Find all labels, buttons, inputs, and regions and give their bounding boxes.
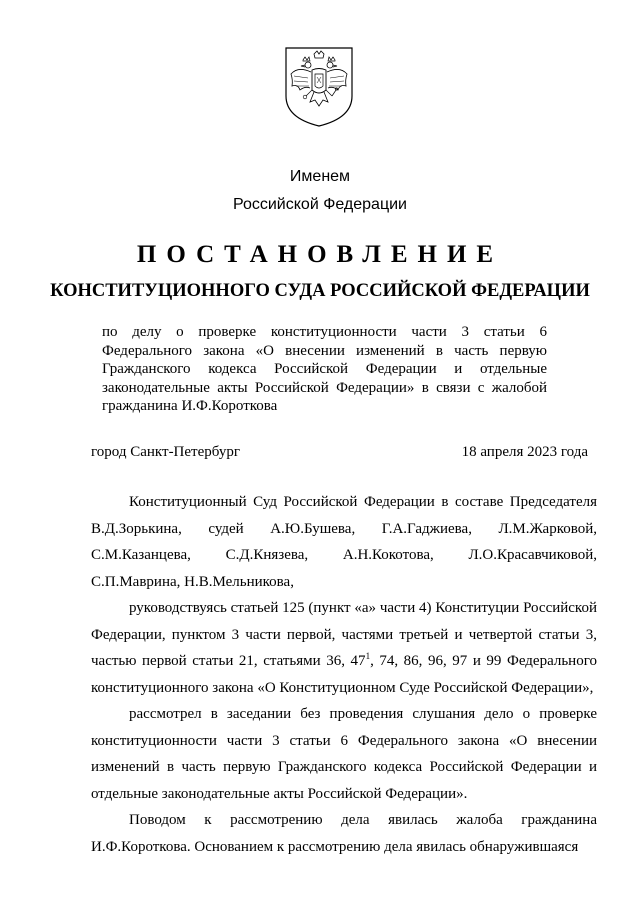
document-title: ПОСТАНОВЛЕНИЕ — [136, 241, 504, 268]
body-paragraph-composition: Конституционный Суд Российской Федерации в составе Председателя В.Д.Зорькина, судей А.Ю.Бушева, Г.А.Гаджиева, Л.М.Жарковой, С.М.Казанцева, С.Д.Князева, А.Н.Кокотова, Л.О.Красавчиковой, С.П.Маврина, Н.В.Мельникова, — [91, 494, 597, 590]
document-subtitle: КОНСТИТУЦИОННОГО СУДА РОССИЙСКОЙ ФЕДЕРАЦИИ — [50, 281, 590, 301]
body-paragraph-consideration: рассмотрел в заседании без проведения слушания дело о проверке конституционности части 3 статьи 6 Федерального закона «О внесении изменений в часть первую Гражданского кодекса Российской Федерации и отдельные законодательные акты Российской Федерации». — [91, 706, 597, 802]
preamble-line-1: Именем — [289, 168, 351, 185]
preamble-line-2: Российской Федерации — [233, 196, 407, 213]
case-subject: по делу о проверке конституционности части 3 статьи 6 Федерального закона «О внесении изменений в часть первую Гражданского кодекса Российской Федерации и отдельные законодательные акты Российской Федерации» в связи с жалобой гражданина И.Ф.Короткова — [102, 324, 547, 415]
legal-basis-text-end: , 74, 86, 96, 97 и 99 Федерального конституционного закона «О Конституционном Суде Российской Федерации», — [91, 653, 597, 696]
coat-of-arms-emblem — [284, 46, 354, 128]
legal-basis-text-start: руководствуясь статьей 125 (пункт «а» части 4) Конституции Российской Федерации, пунктом 3 части первой, частями третьей и четвертой статьи 3, частью первой статьи 21, статьями 36, 47 — [91, 600, 597, 669]
place-of-issue: город Санкт-Петербург — [91, 444, 240, 460]
document-body — [91, 489, 597, 860]
double-headed-eagle-icon — [284, 46, 354, 128]
body-paragraph-legal-basis — [91, 595, 597, 701]
body-paragraph-grounds: Поводом к рассмотрению дела явилась жалоба гражданина И.Ф.Короткова. Основанием к рассмотрению дела явилась обнаружившаяся — [91, 812, 597, 855]
article-superscript: 1 — [365, 651, 371, 661]
date-of-issue: 18 апреля 2023 года — [461, 444, 588, 460]
